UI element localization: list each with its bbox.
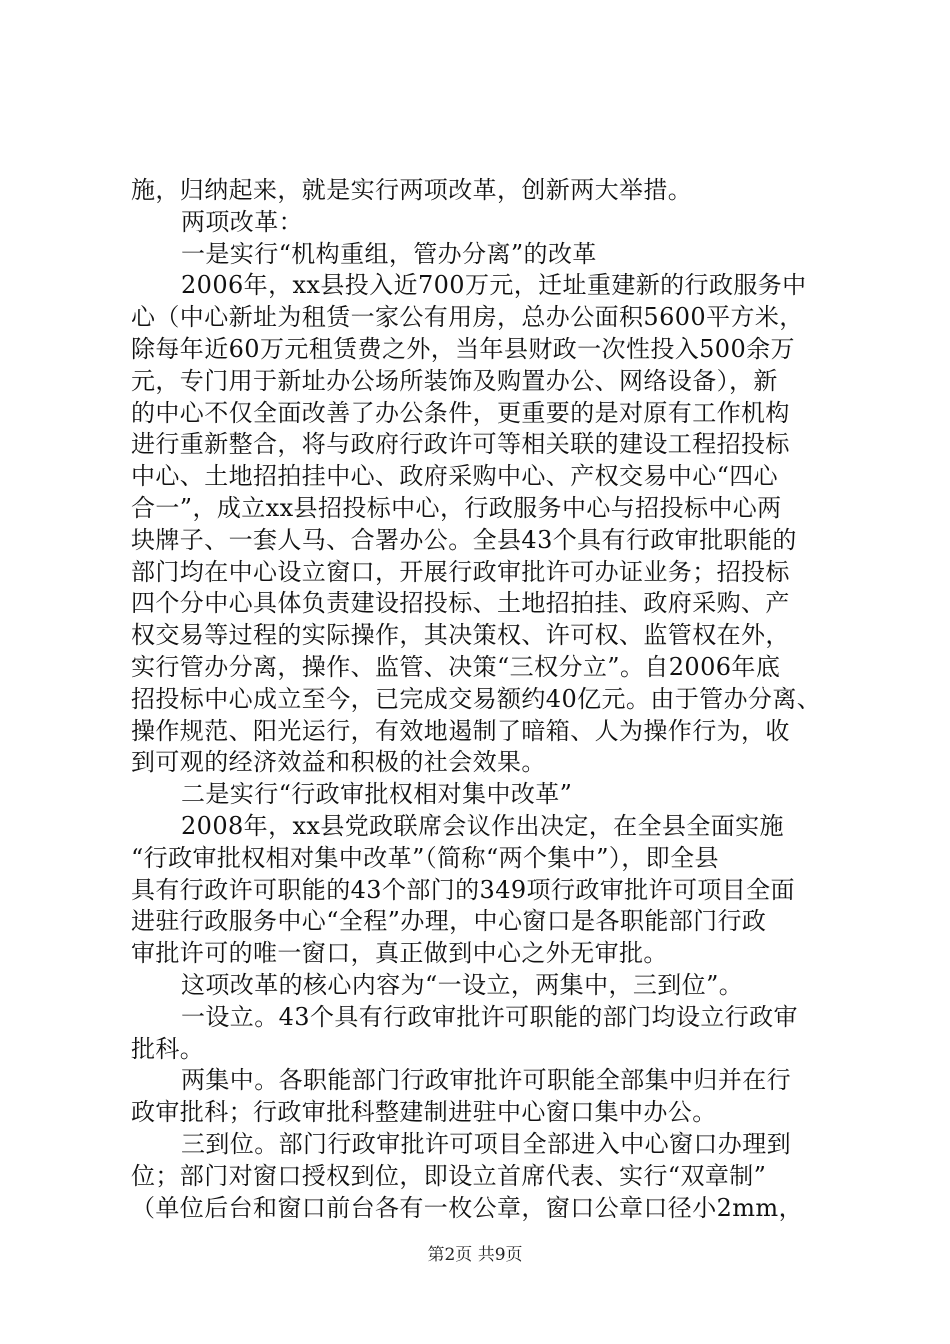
text-line: 除每年近60万元租赁费之外，当年县财政一次性投入500余万	[131, 334, 795, 363]
text-line: 操作规范、阳光运行，有效地遏制了暗箱、人为操作行为，收	[131, 716, 790, 745]
text-line: 进行重新整合，将与政府行政许可等相关联的建设工程招投标	[131, 430, 790, 459]
body-text	[131, 175, 831, 1224]
text-line: 2008年，xx县党政联席会议作出决定，在全县全面实施	[181, 811, 784, 840]
text-line: 两项改革：	[181, 207, 303, 236]
text-line: 的中心不仅全面改善了办公条件，更重要的是对原有工作机构	[131, 398, 790, 427]
text-line: 实行管办分离，操作、监管、决策“三权分立”。自2006年底	[131, 652, 781, 681]
text-line: 2006年，xx县投入近700万元，迁址重建新的行政服务中	[181, 271, 807, 300]
text-line: 到可观的经济效益和积极的社会效果。	[131, 748, 546, 777]
text-line: 招投标中心成立至今，已完成交易额约40亿元。由于管办分离、	[131, 684, 822, 713]
text-line: 进驻行政服务中心“全程”办理，中心窗口是各职能部门行政	[131, 907, 767, 936]
text-line: 四个分中心具体负责建设招投标、土地招拍挂、政府采购、产	[131, 589, 790, 618]
page-footer: 第2页 共9页	[427, 1245, 523, 1265]
text-line: 权交易等过程的实际操作，其决策权、许可权、监管权在外，	[131, 621, 790, 650]
text-line: 一设立。43个具有行政审批许可职能的部门均设立行政审	[181, 1002, 798, 1031]
text-line: 政审批科；行政审批科整建制进驻中心窗口集中办公。	[131, 1098, 717, 1127]
text-line: “行政审批权相对集中改革”（简称“两个集中”），即全县	[131, 843, 719, 872]
text-line: 两集中。各职能部门行政审批许可职能全部集中归并在行	[181, 1066, 791, 1095]
text-line: 位；部门对窗口授权到位，即设立首席代表、实行“双章制”	[131, 1161, 767, 1190]
text-line: 块牌子、一套人马、合署办公。全县43个具有行政审批职能的	[131, 525, 797, 554]
text-line: 一是实行“机构重组，管办分离”的改革	[181, 239, 597, 268]
text-line: （单位后台和窗口前台各有一枚公章，窗口公章口径小2mm，	[131, 1193, 803, 1222]
text-line: 合一”，成立xx县招投标中心，行政服务中心与招投标中心两	[131, 493, 782, 522]
text-line: 部门均在中心设立窗口，开展行政审批许可办证业务；招投标	[131, 557, 790, 586]
text-line: 二是实行“行政审批权相对集中改革”	[181, 780, 573, 809]
text-line: 审批许可的唯一窗口，真正做到中心之外无审批。	[131, 939, 668, 968]
text-line: 施，归纳起来，就是实行两项改革，创新两大举措。	[131, 176, 693, 204]
text-line: 具有行政许可职能的43个部门的349项行政审批许可项目全面	[131, 875, 795, 904]
text-line: 元，专门用于新址办公场所装饰及购置办公、网络设备），新	[131, 366, 778, 395]
text-line: 心（中心新址为租赁一家公有用房，总办公面积5600平方米，	[131, 303, 804, 332]
text-line: 中心、土地招拍挂中心、政府采购中心、产权交易中心“四心	[131, 462, 779, 491]
text-line: 这项改革的核心内容为“一设立，两集中，三到位”。	[181, 970, 744, 999]
text-line: 批科。	[131, 1034, 205, 1063]
text-line: 三到位。部门行政审批许可项目全部进入中心窗口办理到	[181, 1129, 791, 1158]
